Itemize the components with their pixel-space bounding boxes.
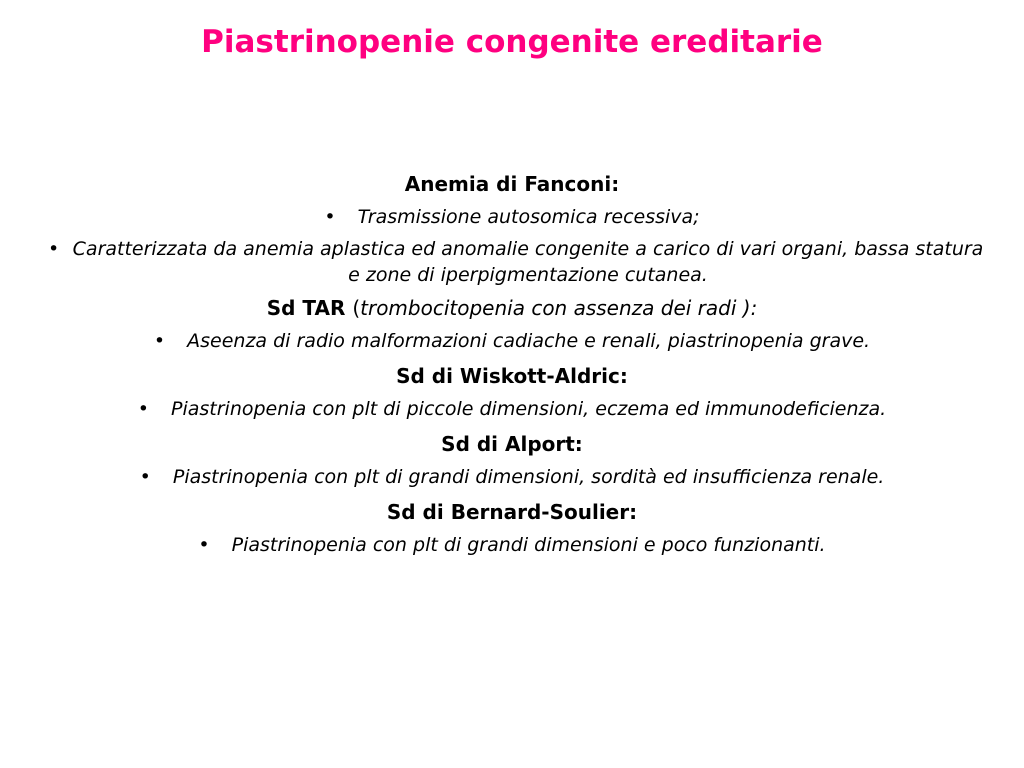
bullet-item-fanconi-2 xyxy=(40,236,984,288)
bullet-text: Caratterizzata da anemia aplastica ed anomalie congenite a carico di vari organi, bassa statura e zone di iperpigmentazione cutanea. xyxy=(72,238,984,286)
bullet-item-tar-1 xyxy=(40,326,984,356)
bullet-text: Aseenza di radio malformazioni cadiache e renali, piastrinopenia grave. xyxy=(187,330,871,352)
bullet-icon: • xyxy=(198,534,210,556)
section-heading-fanconi: Anemia di Fanconi: xyxy=(404,172,620,196)
bullet-icon: • xyxy=(139,466,151,488)
heading-bold-part: Sd TAR xyxy=(266,296,346,320)
slide-content xyxy=(40,168,984,564)
bullet-icon: • xyxy=(153,330,166,352)
section-heading-wiskott: Sd di Wiskott-Aldric: xyxy=(396,364,628,388)
bullet-icon: • xyxy=(137,398,150,420)
bullet-item-alport-1 xyxy=(40,462,984,492)
bullet-item-bernard-soulier-1 xyxy=(40,530,984,560)
slide-title: Piastrinopenie congenite ereditarie xyxy=(201,24,823,60)
bullet-text: Trasmissione autosomica recessiva; xyxy=(357,206,700,228)
bullet-text: Piastrinopenia con plt di grandi dimensioni, sordità ed insufficienza renale. xyxy=(172,466,885,488)
bullet-item-fanconi-1 xyxy=(40,202,984,232)
heading-paren: ( xyxy=(352,296,361,320)
heading-italic-part: trombocitopenia con assenza dei radi ): xyxy=(360,296,758,320)
bullet-icon: • xyxy=(324,206,336,228)
bullet-icon: • xyxy=(48,238,60,260)
bullet-item-wiskott-1 xyxy=(40,394,984,424)
bullet-text: Piastrinopenia con plt di piccole dimensioni, eczema ed immunodeficienza. xyxy=(171,398,887,420)
section-heading-tar xyxy=(40,292,984,324)
section-heading-alport: Sd di Alport: xyxy=(441,432,583,456)
bullet-text: Piastrinopenia con plt di grandi dimensioni e poco funzionanti. xyxy=(231,534,826,556)
section-heading-bernard-soulier: Sd di Bernard-Soulier: xyxy=(386,500,638,524)
